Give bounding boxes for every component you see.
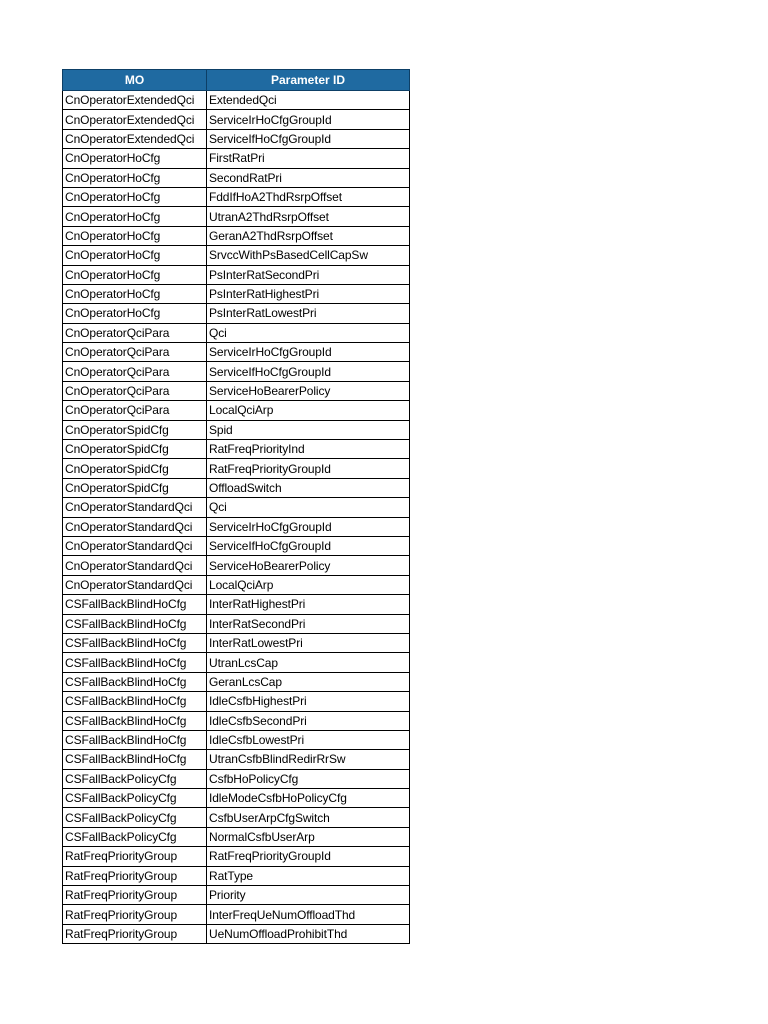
cell-mo: CSFallBackBlindHoCfg xyxy=(63,614,207,633)
cell-parameter-id: FddIfHoA2ThdRsrpOffset xyxy=(207,187,410,206)
table-row xyxy=(63,459,410,478)
column-header-parameter-id: Parameter ID xyxy=(207,70,410,91)
cell-parameter-id: ServiceIfHoCfgGroupId xyxy=(207,129,410,148)
table-row xyxy=(63,847,410,866)
cell-parameter-id: RatType xyxy=(207,866,410,885)
cell-mo: CSFallBackPolicyCfg xyxy=(63,769,207,788)
cell-parameter-id: UeNumOffloadProhibitThd xyxy=(207,924,410,943)
table-row xyxy=(63,284,410,303)
cell-parameter-id: IdleModeCsfbHoPolicyCfg xyxy=(207,789,410,808)
table-row xyxy=(63,381,410,400)
cell-parameter-id: ServiceIrHoCfgGroupId xyxy=(207,343,410,362)
cell-parameter-id: Qci xyxy=(207,323,410,342)
table-row xyxy=(63,207,410,226)
table-row xyxy=(63,168,410,187)
table-row xyxy=(63,556,410,575)
cell-parameter-id: ServiceIrHoCfgGroupId xyxy=(207,110,410,129)
table-row xyxy=(63,692,410,711)
table-row xyxy=(63,323,410,342)
cell-parameter-id: SrvccWithPsBasedCellCapSw xyxy=(207,246,410,265)
cell-parameter-id: GeranA2ThdRsrpOffset xyxy=(207,226,410,245)
cell-parameter-id: UtranLcsCap xyxy=(207,653,410,672)
table-row xyxy=(63,653,410,672)
table-row xyxy=(63,711,410,730)
table-row xyxy=(63,343,410,362)
cell-mo: RatFreqPriorityGroup xyxy=(63,886,207,905)
cell-mo: CnOperatorSpidCfg xyxy=(63,440,207,459)
table-row xyxy=(63,362,410,381)
cell-mo: CnOperatorHoCfg xyxy=(63,168,207,187)
cell-mo: CnOperatorHoCfg xyxy=(63,187,207,206)
cell-mo: CSFallBackBlindHoCfg xyxy=(63,730,207,749)
table-header-row xyxy=(63,70,410,91)
cell-mo: CnOperatorStandardQci xyxy=(63,556,207,575)
cell-mo: CnOperatorStandardQci xyxy=(63,517,207,536)
parameter-table xyxy=(62,69,410,944)
cell-parameter-id: SecondRatPri xyxy=(207,168,410,187)
column-header-mo: MO xyxy=(63,70,207,91)
cell-mo: CnOperatorHoCfg xyxy=(63,149,207,168)
table-row xyxy=(63,672,410,691)
cell-mo: CnOperatorStandardQci xyxy=(63,498,207,517)
cell-mo: CnOperatorHoCfg xyxy=(63,284,207,303)
cell-parameter-id: InterRatSecondPri xyxy=(207,614,410,633)
table-row xyxy=(63,517,410,536)
cell-mo: RatFreqPriorityGroup xyxy=(63,905,207,924)
cell-mo: CnOperatorStandardQci xyxy=(63,575,207,594)
cell-parameter-id: ServiceHoBearerPolicy xyxy=(207,381,410,400)
cell-mo: CnOperatorStandardQci xyxy=(63,536,207,555)
cell-parameter-id: PsInterRatSecondPri xyxy=(207,265,410,284)
cell-mo: CnOperatorHoCfg xyxy=(63,226,207,245)
cell-parameter-id: ServiceIrHoCfgGroupId xyxy=(207,517,410,536)
cell-parameter-id: GeranLcsCap xyxy=(207,672,410,691)
cell-parameter-id: LocalQciArp xyxy=(207,401,410,420)
cell-parameter-id: PsInterRatHighestPri xyxy=(207,284,410,303)
cell-mo: CnOperatorExtendedQci xyxy=(63,129,207,148)
cell-mo: CSFallBackBlindHoCfg xyxy=(63,750,207,769)
cell-parameter-id: CsfbHoPolicyCfg xyxy=(207,769,410,788)
table-row xyxy=(63,595,410,614)
cell-mo: CnOperatorSpidCfg xyxy=(63,420,207,439)
cell-parameter-id: ServiceIfHoCfgGroupId xyxy=(207,362,410,381)
cell-mo: CSFallBackBlindHoCfg xyxy=(63,672,207,691)
table-row xyxy=(63,827,410,846)
table-row xyxy=(63,149,410,168)
table-row xyxy=(63,614,410,633)
table-row xyxy=(63,789,410,808)
cell-parameter-id: OffloadSwitch xyxy=(207,478,410,497)
cell-mo: CSFallBackBlindHoCfg xyxy=(63,653,207,672)
table-row xyxy=(63,110,410,129)
table-row xyxy=(63,91,410,110)
cell-parameter-id: InterFreqUeNumOffloadThd xyxy=(207,905,410,924)
cell-parameter-id: ServiceHoBearerPolicy xyxy=(207,556,410,575)
cell-mo: CnOperatorQciPara xyxy=(63,343,207,362)
cell-mo: CSFallBackBlindHoCfg xyxy=(63,595,207,614)
cell-mo: CnOperatorQciPara xyxy=(63,323,207,342)
cell-parameter-id: CsfbUserArpCfgSwitch xyxy=(207,808,410,827)
table-row xyxy=(63,246,410,265)
cell-parameter-id: InterRatLowestPri xyxy=(207,633,410,652)
cell-parameter-id: InterRatHighestPri xyxy=(207,595,410,614)
cell-parameter-id: RatFreqPriorityGroupId xyxy=(207,847,410,866)
table-row xyxy=(63,808,410,827)
cell-parameter-id: ServiceIfHoCfgGroupId xyxy=(207,536,410,555)
cell-parameter-id: Qci xyxy=(207,498,410,517)
table-row xyxy=(63,536,410,555)
cell-mo: CnOperatorExtendedQci xyxy=(63,110,207,129)
table-row xyxy=(63,924,410,943)
table-row xyxy=(63,420,410,439)
cell-mo: CnOperatorQciPara xyxy=(63,381,207,400)
table-row xyxy=(63,866,410,885)
table-row xyxy=(63,478,410,497)
cell-mo: CSFallBackPolicyCfg xyxy=(63,789,207,808)
table-row xyxy=(63,575,410,594)
cell-mo: RatFreqPriorityGroup xyxy=(63,847,207,866)
cell-mo: CnOperatorQciPara xyxy=(63,362,207,381)
cell-mo: CnOperatorHoCfg xyxy=(63,246,207,265)
cell-parameter-id: PsInterRatLowestPri xyxy=(207,304,410,323)
cell-parameter-id: IdleCsfbLowestPri xyxy=(207,730,410,749)
cell-mo: CSFallBackPolicyCfg xyxy=(63,808,207,827)
cell-mo: CSFallBackBlindHoCfg xyxy=(63,633,207,652)
table-row xyxy=(63,750,410,769)
cell-mo: RatFreqPriorityGroup xyxy=(63,924,207,943)
cell-parameter-id: FirstRatPri xyxy=(207,149,410,168)
cell-mo: CnOperatorHoCfg xyxy=(63,304,207,323)
cell-mo: CSFallBackBlindHoCfg xyxy=(63,711,207,730)
cell-mo: RatFreqPriorityGroup xyxy=(63,866,207,885)
table-row xyxy=(63,886,410,905)
table-row xyxy=(63,633,410,652)
cell-parameter-id: LocalQciArp xyxy=(207,575,410,594)
cell-parameter-id: RatFreqPriorityInd xyxy=(207,440,410,459)
table-row xyxy=(63,304,410,323)
cell-mo: CnOperatorHoCfg xyxy=(63,207,207,226)
table-row xyxy=(63,730,410,749)
cell-mo: CnOperatorSpidCfg xyxy=(63,459,207,478)
table-row xyxy=(63,187,410,206)
cell-parameter-id: UtranCsfbBlindRedirRrSw xyxy=(207,750,410,769)
table-row xyxy=(63,440,410,459)
table-row xyxy=(63,226,410,245)
cell-parameter-id: Spid xyxy=(207,420,410,439)
cell-mo: CnOperatorQciPara xyxy=(63,401,207,420)
table-body xyxy=(63,91,410,944)
table-row xyxy=(63,905,410,924)
cell-parameter-id: IdleCsfbSecondPri xyxy=(207,711,410,730)
cell-parameter-id: ExtendedQci xyxy=(207,91,410,110)
cell-parameter-id: IdleCsfbHighestPri xyxy=(207,692,410,711)
table-row xyxy=(63,265,410,284)
cell-mo: CSFallBackBlindHoCfg xyxy=(63,692,207,711)
cell-parameter-id: UtranA2ThdRsrpOffset xyxy=(207,207,410,226)
table-row xyxy=(63,129,410,148)
cell-parameter-id: RatFreqPriorityGroupId xyxy=(207,459,410,478)
table-row xyxy=(63,769,410,788)
table-row xyxy=(63,498,410,517)
cell-parameter-id: Priority xyxy=(207,886,410,905)
cell-mo: CSFallBackPolicyCfg xyxy=(63,827,207,846)
cell-mo: CnOperatorSpidCfg xyxy=(63,478,207,497)
cell-parameter-id: NormalCsfbUserArp xyxy=(207,827,410,846)
cell-mo: CnOperatorExtendedQci xyxy=(63,91,207,110)
cell-mo: CnOperatorHoCfg xyxy=(63,265,207,284)
table-row xyxy=(63,401,410,420)
